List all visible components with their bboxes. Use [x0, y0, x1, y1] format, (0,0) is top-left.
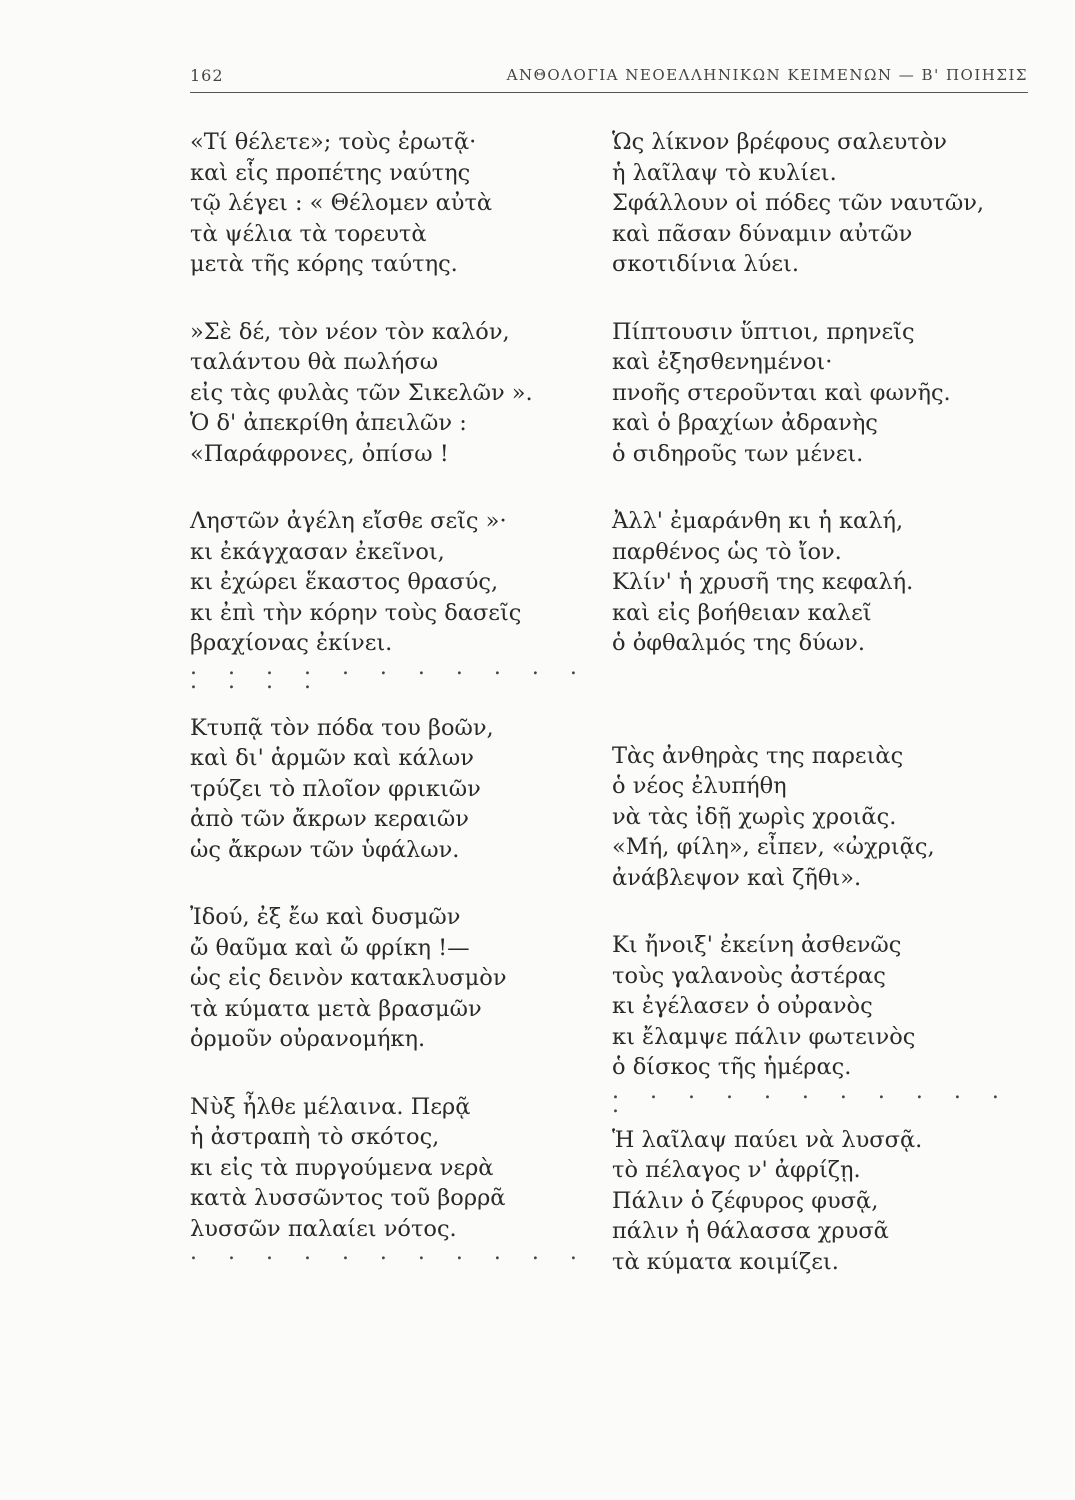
verse-line: ὡς εἰς δεινὸν κατακλυσμὸν	[190, 965, 507, 991]
verse-line: νὰ τὰς ἰδῇ χωρὶς χροιᾶς.	[612, 803, 897, 830]
verse-line: Κι ἤνοιξ' ἐκείνη ἀσθενῶς	[612, 932, 902, 958]
verse-line: καὶ δι' ἁρμῶν καὶ κάλων	[190, 745, 474, 771]
verse-line: βραχίονας ἐκίνει.	[190, 630, 393, 656]
verse-line: «Παράφρονες, ὀπίσω !	[190, 440, 449, 467]
verse-line: ὁ δίσκος τῆς ἡμέρας.	[612, 1054, 852, 1080]
verse-line: Ἡ λαῖλαψ παύει νὰ λυσσᾷ.	[612, 1126, 923, 1153]
verse-line: Τὰς ἀνθηρὰς της παρειὰς	[612, 742, 904, 769]
verse-line: Σφάλλουν οἱ πόδες τῶν ναυτῶν,	[612, 190, 985, 216]
running-title: ΑΝΘΟΛΟΓΙΑ ΝΕΟΕΛΛΗΝΙΚΩΝ ΚΕΙΜΕΝΩΝ — Β' ΠΟΙΗΣΙΣ	[506, 66, 1028, 84]
verse-line: τρύζει τὸ πλοῖον φρικιῶν	[190, 775, 481, 802]
verse-line: Νὺξ ἦλθε μέλαινα. Περᾷ	[190, 1093, 471, 1120]
verse-line: λυσσῶν παλαίει νότος.	[190, 1215, 457, 1242]
verse-line: τὰ κύματα κοιμίζει.	[612, 1248, 839, 1275]
stanza	[612, 741, 1032, 894]
verse-line: τῷ λέγει : « Θέλομεν αὐτὰ	[190, 190, 493, 216]
stanza	[612, 506, 1032, 659]
left-poem-column	[190, 127, 590, 1297]
verse-line: ἀνάβλεψον καὶ ζῆθι».	[612, 864, 862, 891]
verse-line: ὁ νέος ἐλυπήθη	[612, 773, 787, 799]
ellipsis-separator: . . . . . . . . . . . . . . .	[190, 654, 589, 694]
verse-line: Κλίν' ἡ χρυσῆ της κεφαλή.	[612, 569, 914, 595]
page-header	[190, 62, 1028, 93]
verse-line: τὸ πέλαγος ν' ἀφρίζῃ.	[612, 1157, 861, 1183]
verse-line: τοὺς γαλανοὺς ἀστέρας	[612, 962, 886, 989]
verse-line: Πάλιν ὁ ζέφυρος φυσᾷ,	[612, 1187, 879, 1214]
verse-line: σκοτιδίνια λύει.	[612, 251, 800, 277]
verse-line: Ἰδού, ἐξ ἔω καὶ δυσμῶν	[190, 904, 461, 930]
stanza	[190, 317, 590, 470]
verse-line: ἡ ἀστραπὴ τὸ σκότος,	[190, 1124, 440, 1150]
verse-line: πνοῆς στεροῦνται καὶ φωνῆς.	[612, 379, 951, 406]
verse-line: κατὰ λυσσῶντος τοῦ βορρᾶ	[190, 1185, 506, 1211]
stanza	[612, 930, 1032, 1118]
verse-line: «Μή, φίλη», εἶπεν, «ὠχριᾷς,	[612, 834, 935, 860]
stanza	[190, 127, 590, 280]
stanza	[612, 317, 1032, 470]
verse-line: παρθένος ὡς τὸ ἴον.	[612, 538, 842, 565]
verse-line: ἡ λαῖλαψ τὸ κυλίει.	[612, 159, 837, 186]
verse-line: ὁ σιδηροῦς των μένει.	[612, 440, 864, 467]
verse-line: πάλιν ἡ θάλασσα χρυσᾶ	[612, 1218, 889, 1244]
verse-line: καὶ εἰς βοήθειαν καλεῖ	[612, 599, 872, 626]
verse-line: κι ἔλαμψε πάλιν φωτεινὸς	[612, 1023, 916, 1050]
verse-line: ἀπὸ τῶν ἄκρων κεραιῶν	[190, 806, 469, 832]
verse-line: ὡς ἄκρων τῶν ὑφάλων.	[190, 836, 460, 863]
verse-line: κι ἐπὶ τὴν κόρην τοὺς δασεῖς	[190, 599, 522, 626]
page-number: 162	[190, 66, 224, 85]
stanza	[612, 127, 1032, 280]
right-poem-column	[612, 127, 1032, 1314]
verse-line: ταλάντου θὰ πωλήσω	[190, 349, 439, 375]
stanza	[612, 1125, 1032, 1278]
verse-line: Ἀλλ' ἐμαράνθη κι ἡ καλή,	[612, 508, 904, 534]
verse-line: »Σὲ δέ, τὸν νέον τὸν καλόν,	[190, 318, 510, 345]
verse-line: ὁ ὀφθαλμός της δύων.	[612, 630, 866, 656]
stanza	[190, 902, 590, 1055]
verse-line: καὶ ὁ βραχίων ἀδρανὴς	[612, 410, 878, 436]
verse-line: τὰ ψέλια τὰ τορευτὰ	[190, 220, 427, 247]
verse-line: Πίπτουσιν ὕπτιοι, πρηνεῖς	[612, 318, 915, 345]
stanza	[190, 1092, 590, 1265]
verse-line: κι ἐγέλασεν ὁ οὐρανὸς	[612, 993, 873, 1019]
ellipsis-separator: . . . . . . . . . . .	[190, 1240, 589, 1265]
verse-line: καὶ πᾶσαν δύναμιν αὐτῶν	[612, 220, 913, 247]
verse-line: Ὡς λίκνον βρέφους σαλευτὸν	[612, 129, 947, 155]
verse-line: μετὰ τῆς κόρης ταύτης.	[190, 251, 458, 277]
verse-line: ὤ θαῦμα καὶ ὤ φρίκη !—	[190, 934, 470, 961]
verse-line: Ληστῶν ἀγέλη εἴσθε σεῖς »·	[190, 508, 507, 534]
ellipsis-separator: . . . . . . . . . . . .	[612, 1078, 1011, 1118]
verse-line: καὶ εἷς προπέτης ναύτης	[190, 159, 471, 186]
verse-line: Ὁ δ' ἀπεκρίθη ἀπειλῶν :	[190, 410, 467, 436]
stanza	[190, 506, 590, 694]
verse-line: ὁρμοῦν οὐρανομήκη.	[190, 1026, 426, 1052]
verse-line: κι εἰς τὰ πυργούμενα νερὰ	[190, 1154, 494, 1181]
verse-line: καὶ ἐξησθενημένοι·	[612, 349, 833, 375]
verse-line: εἰς τὰς φυλὰς τῶν Σικελῶν ».	[190, 379, 533, 406]
stanza	[190, 713, 590, 866]
verse-line: κι ἐχώρει ἕκαστος θρασύς,	[190, 569, 499, 595]
verse-line: Κτυπᾷ τὸν πόδα του βοῶν,	[190, 714, 494, 741]
verse-line: κι ἐκάγχασαν ἐκεῖνοι,	[190, 538, 445, 565]
verse-line: «Τί θέλετε»; τοὺς ἐρωτᾷ·	[190, 129, 477, 155]
verse-line: τὰ κύματα μετὰ βρασμῶν	[190, 995, 482, 1022]
